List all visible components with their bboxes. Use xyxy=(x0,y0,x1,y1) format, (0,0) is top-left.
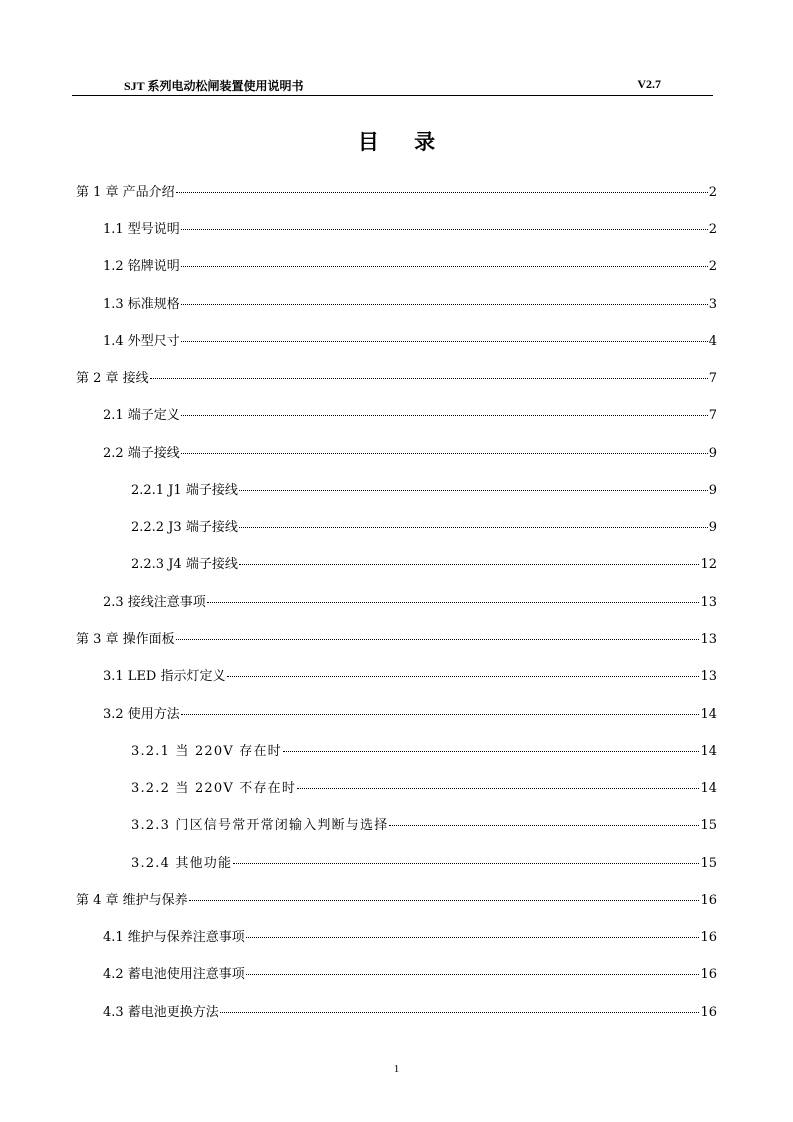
toc-entry-page: 13 xyxy=(700,595,717,610)
toc-entry-4-3[interactable] xyxy=(103,1001,717,1021)
toc-entry-page: 9 xyxy=(708,483,717,498)
page-header xyxy=(72,76,713,96)
toc-leader-dots xyxy=(181,713,700,715)
toc-entry-page: 15 xyxy=(700,818,717,833)
toc-entry-label: 3.2.2 当 220V 不存在时 xyxy=(131,781,297,796)
toc-entry-3-1[interactable] xyxy=(103,665,717,685)
toc-leader-dots xyxy=(239,526,708,528)
toc-entry-page: 13 xyxy=(700,669,717,684)
toc-entry-page: 16 xyxy=(700,967,717,982)
toc-entry-page: 4 xyxy=(708,334,717,349)
toc-entry-page: 9 xyxy=(708,520,717,535)
toc-leader-dots xyxy=(239,563,700,565)
toc-entry-page: 9 xyxy=(708,446,717,461)
toc-entry-label: 第 3 章 操作面板 xyxy=(76,632,175,647)
toc-entry-2-2-1[interactable] xyxy=(131,479,717,499)
toc-leader-dots xyxy=(389,824,699,826)
toc-leader-dots xyxy=(207,601,700,603)
toc-leader-dots xyxy=(297,787,699,789)
toc-entry-2-3[interactable] xyxy=(103,591,717,611)
toc-entry-chapter-2[interactable] xyxy=(76,367,717,387)
document-version: V2.7 xyxy=(637,77,661,91)
toc-entry-page: 15 xyxy=(700,856,717,871)
toc-entry-3-2-2[interactable] xyxy=(131,777,717,797)
toc-leader-dots xyxy=(181,303,708,305)
toc-entry-1-4[interactable] xyxy=(103,330,717,350)
toc-entry-1-3[interactable] xyxy=(103,293,717,313)
toc-entry-label: 4.1 维护与保养注意事项 xyxy=(103,930,245,945)
toc-leader-dots xyxy=(283,750,700,752)
toc-entry-page: 2 xyxy=(708,259,717,274)
toc-heading: 目 录 xyxy=(357,129,450,154)
toc-entry-page: 16 xyxy=(700,893,717,908)
toc-entry-page: 14 xyxy=(700,744,717,759)
toc-entry-page: 3 xyxy=(708,297,717,312)
toc-leader-dots xyxy=(181,265,708,267)
toc-entry-2-2-3[interactable] xyxy=(131,553,717,573)
toc-entry-page: 7 xyxy=(708,371,717,386)
toc-entry-label: 2.3 接线注意事项 xyxy=(103,595,206,610)
page-number: 1 xyxy=(393,1063,400,1075)
toc-entry-label: 4.2 蓄电池使用注意事项 xyxy=(103,967,245,982)
toc-entry-2-2-2[interactable] xyxy=(131,516,717,536)
toc-leader-dots xyxy=(246,936,700,938)
toc-leader-dots xyxy=(176,191,708,193)
toc-entry-chapter-4[interactable] xyxy=(76,889,717,909)
toc-entry-label: 2.2.3 J4 端子接线 xyxy=(131,557,238,572)
toc-entry-label: 2.1 端子定义 xyxy=(103,408,180,423)
toc-leader-dots xyxy=(227,675,700,677)
toc-entry-label: 2.2 端子接线 xyxy=(103,446,180,461)
toc-entry-label: 2.2.1 J1 端子接线 xyxy=(131,483,238,498)
toc-leader-dots xyxy=(181,340,708,342)
toc-leader-dots xyxy=(246,973,700,975)
toc-entry-3-2[interactable] xyxy=(103,703,717,723)
toc-entry-chapter-3[interactable] xyxy=(76,628,717,648)
toc-entry-page: 2 xyxy=(708,222,717,237)
toc-entry-label: 1.1 型号说明 xyxy=(103,222,180,237)
toc-entry-label: 1.4 外型尺寸 xyxy=(103,334,180,349)
toc-entry-label: 2.2.2 J3 端子接线 xyxy=(131,520,238,535)
toc-entry-page: 16 xyxy=(700,930,717,945)
toc-entry-1-1[interactable] xyxy=(103,218,717,238)
document-title: SJT 系列电动松闸装置使用说明书 xyxy=(124,79,304,93)
toc-entry-2-1[interactable] xyxy=(103,404,717,424)
toc-entry-4-2[interactable] xyxy=(103,963,717,983)
toc-entry-3-2-4[interactable] xyxy=(131,852,717,872)
toc-entry-page: 7 xyxy=(708,408,717,423)
toc-leader-dots xyxy=(220,1011,700,1013)
toc-entry-label: 4.3 蓄电池更换方法 xyxy=(103,1005,219,1020)
toc-entry-label: 1.3 标准规格 xyxy=(103,297,180,312)
toc-entry-label: 第 4 章 维护与保养 xyxy=(76,893,188,908)
toc-entry-2-2[interactable] xyxy=(103,442,717,462)
toc-leader-dots xyxy=(150,377,708,379)
toc-entry-page: 13 xyxy=(700,632,717,647)
toc-entry-page: 2 xyxy=(708,185,717,200)
toc-entry-label: 1.2 铭牌说明 xyxy=(103,259,180,274)
toc-entry-3-2-3[interactable] xyxy=(131,814,717,834)
toc-entry-page: 14 xyxy=(700,707,717,722)
toc-leader-dots xyxy=(181,228,708,230)
toc-entry-label: 3.2 使用方法 xyxy=(103,707,180,722)
toc-entry-chapter-1[interactable] xyxy=(76,181,717,201)
toc-entry-3-2-1[interactable] xyxy=(131,740,717,760)
toc-entry-1-2[interactable] xyxy=(103,255,717,275)
toc-entry-label: 3.2.4 其他功能 xyxy=(131,856,233,871)
toc-entry-label: 3.2.3 门区信号常开常闭输入判断与选择 xyxy=(131,818,389,833)
toc-entry-label: 第 2 章 接线 xyxy=(76,371,149,386)
toc-entry-page: 14 xyxy=(700,781,717,796)
toc-entry-4-1[interactable] xyxy=(103,926,717,946)
toc-leader-dots xyxy=(176,638,700,640)
toc-leader-dots xyxy=(181,452,708,454)
toc-entry-label: 3.1 LED 指示灯定义 xyxy=(103,669,226,684)
toc-leader-dots xyxy=(181,414,708,416)
toc-entry-label: 3.2.1 当 220V 存在时 xyxy=(131,744,282,759)
toc-leader-dots xyxy=(233,862,699,864)
toc-leader-dots xyxy=(189,899,700,901)
toc-entry-page: 16 xyxy=(700,1005,717,1020)
toc-entry-label: 第 1 章 产品介绍 xyxy=(76,185,175,200)
toc-entry-page: 12 xyxy=(700,557,717,572)
toc-leader-dots xyxy=(239,489,708,491)
